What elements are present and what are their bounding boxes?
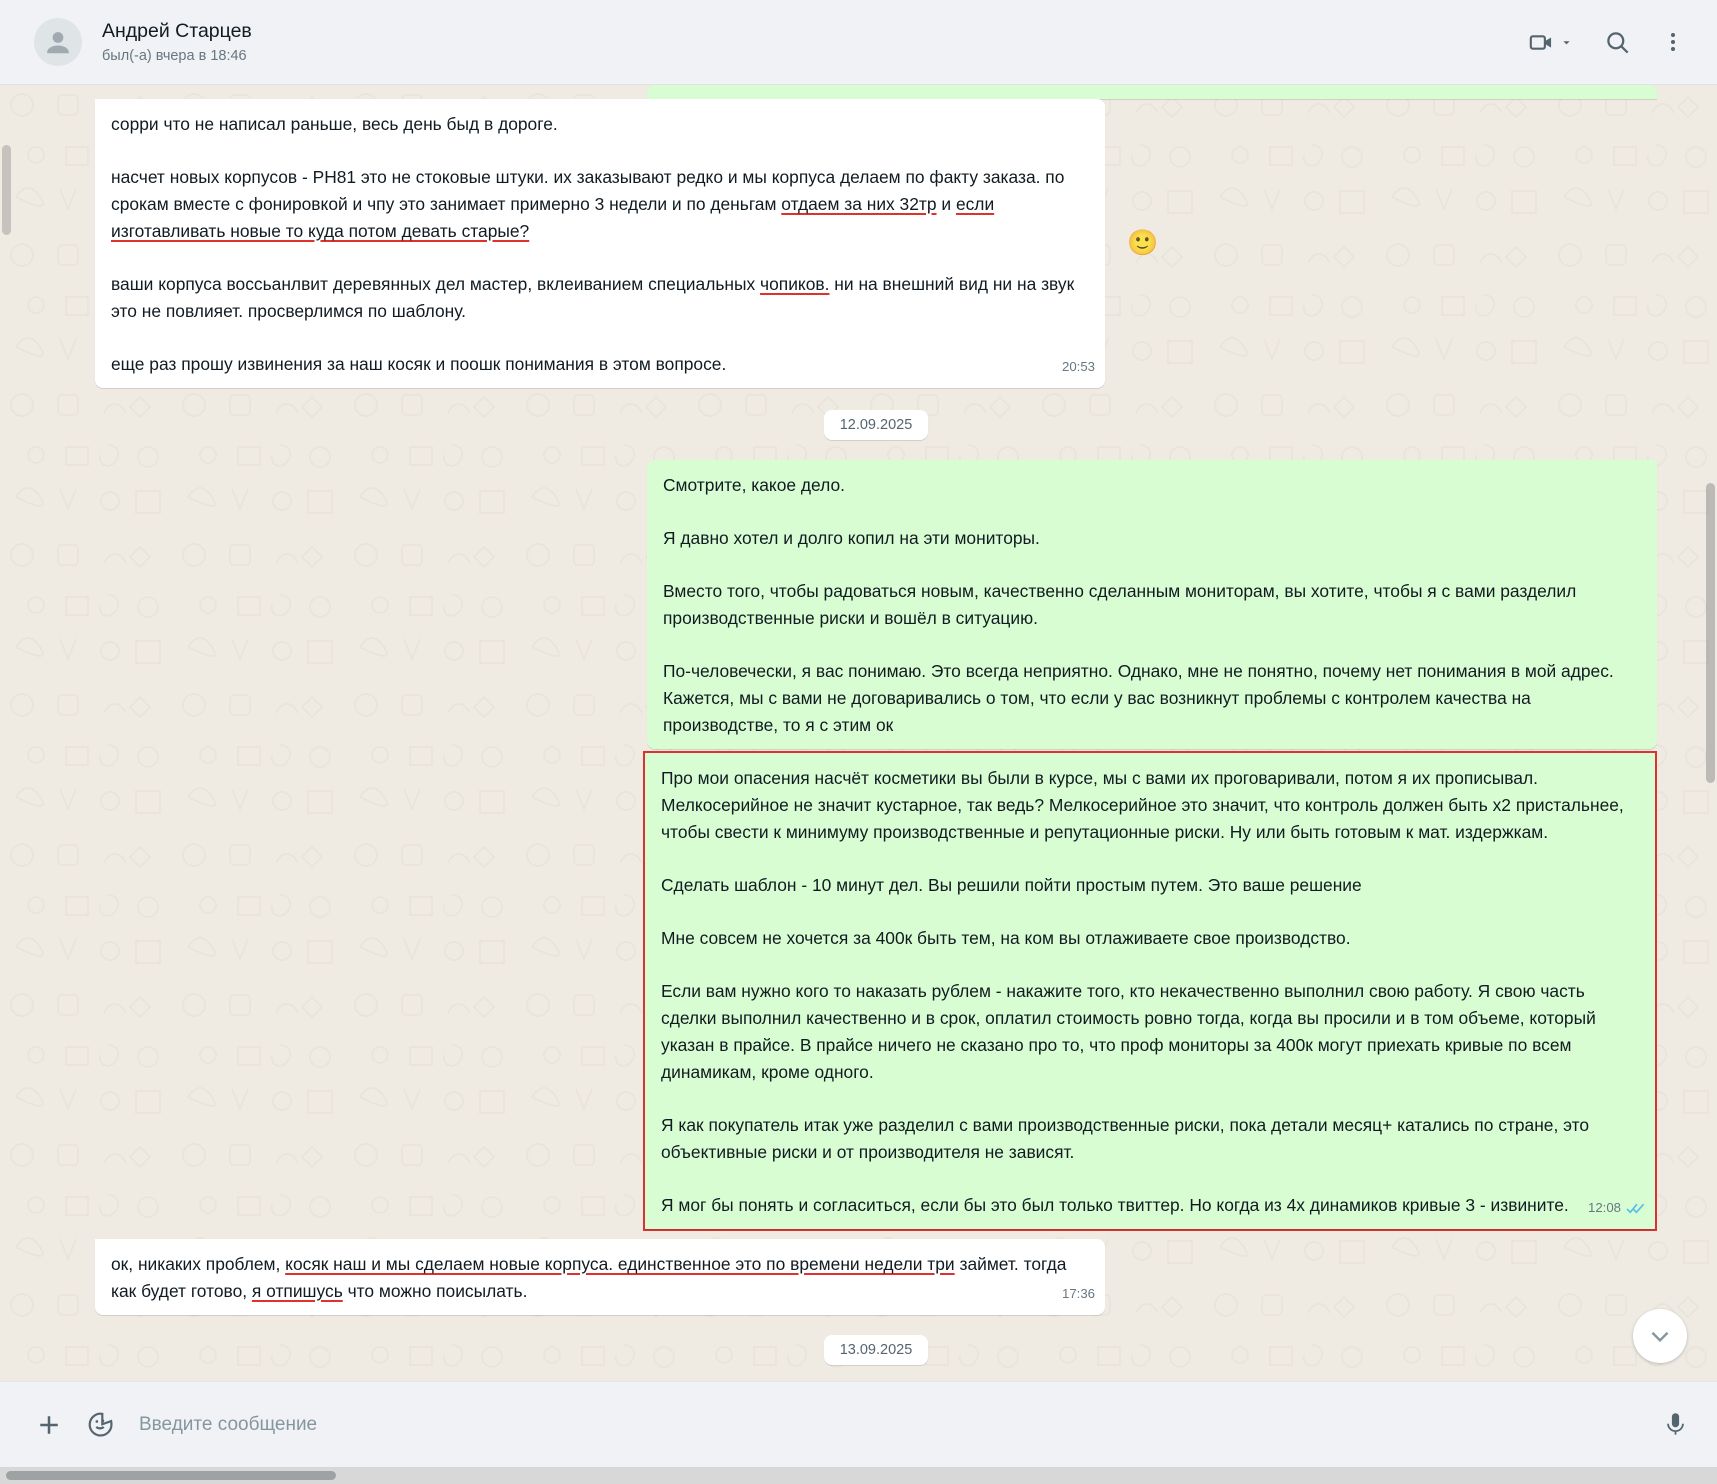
composer-bar <box>0 1381 1717 1467</box>
message-meta <box>1062 359 1095 375</box>
message-list <box>0 85 1717 1381</box>
message-time: 12:08 <box>1587 1200 1621 1215</box>
header-text-block[interactable] <box>102 18 252 66</box>
menu-button[interactable] <box>1661 30 1685 54</box>
message-row <box>95 460 1657 749</box>
message-paragraph: Про мои опасения насчёт косметики вы были в курсе, мы с вами их проговаривали, потом я их прописывал. Мелкосерийное не значит кустарное, так ведь? Мелкосерийное это значит, что контроль должен быть х2 пристальнее, чтобы свести к минимуму производственные и репутационные риски. Ну или быть готовым к мат. издержкам. <box>661 768 1624 842</box>
chat-header <box>0 0 1717 85</box>
chevron-down-icon <box>1647 1323 1673 1349</box>
avatar[interactable] <box>34 18 82 66</box>
plus-icon <box>34 1410 64 1440</box>
date-divider-label: 12.09.2025 <box>824 410 929 440</box>
message-paragraph <box>111 351 1095 378</box>
header-actions <box>1528 29 1691 56</box>
chevron-down-icon <box>1559 35 1574 50</box>
annotation-underline: чопиков. <box>760 274 830 294</box>
message-time: 20:53 <box>1061 359 1095 374</box>
window-scrollbar-thumb[interactable] <box>2 145 11 235</box>
message-paragraph <box>111 271 1091 325</box>
search-icon <box>1604 29 1631 56</box>
message-paragraph <box>111 1251 1095 1305</box>
more-vertical-icon <box>1661 30 1685 54</box>
scroll-to-bottom-button[interactable] <box>1633 1309 1687 1363</box>
sticker-button[interactable] <box>86 1410 115 1439</box>
sticker-smiley-icon <box>86 1410 115 1439</box>
voice-record-button[interactable] <box>1662 1411 1689 1438</box>
annotation-underline: косяк наш и мы сделаем новые корпуса. единственное это по времени недели три <box>285 1254 955 1274</box>
date-divider <box>95 1335 1657 1365</box>
message-row <box>95 99 1657 388</box>
message-paragraph: Мне совсем не хочется за 400к быть тем, на ком вы отлаживаете свое производство. <box>661 928 1351 948</box>
video-call-button[interactable] <box>1528 29 1574 56</box>
text-run: насчет новых корпусов - PH81 это не стоковые штуки. их заказывают редко и мы корпуса делаем по факту заказа. по срокам вместе с фонировкой и чпу это занимает примерно 3 недели и по деньгам <box>111 167 1065 214</box>
message-paragraph <box>111 164 1091 245</box>
annotation-underline: отдаем за них 32тр <box>781 194 937 214</box>
text-run: ни на внешний вид ни на звук это не повлияет. просверлимся по шаблону. <box>111 274 1075 321</box>
add-reaction-icon[interactable]: 🙂 <box>1127 229 1159 257</box>
text-run: Я мог бы понять и согласиться, если бы это был только твиттер. Но когда из 4х динамиков кривые 3 - извините. <box>661 1195 1569 1215</box>
message-row <box>95 1239 1657 1315</box>
text-run: что можно поисылать. <box>342 1281 528 1301</box>
message-bubble-incoming[interactable] <box>95 99 1105 388</box>
annotation-underline: я отпишусь <box>251 1281 343 1301</box>
annotation-rectangle <box>643 751 1657 1231</box>
text-run: и <box>936 194 956 214</box>
message-paragraph: Сделать шаблон - 10 минут дел. Вы решили пойти простым путем. Это ваше решение <box>661 875 1362 895</box>
message-bubble-incoming[interactable] <box>95 1239 1105 1315</box>
chat-scrollbar-thumb[interactable] <box>1706 483 1715 783</box>
text-run: займет. тогда как будет готово, <box>111 1254 1067 1301</box>
message-row <box>95 751 1657 1231</box>
message-paragraph: Вместо того, чтобы радоваться новым, качественно сделанным мониторам, вы хотите, чтобы я с вами разделил производственные риски и вошёл в ситуацию. <box>663 581 1577 628</box>
message-paragraph: Я как покупатель итак уже разделил с вами производственные риски, пока детали месяц+ катались по стране, это объективные риски и от производителя не зависят. <box>661 1115 1590 1162</box>
microphone-icon <box>1662 1411 1689 1438</box>
message-paragraph: Смотрите, какое дело. <box>663 475 845 495</box>
message-time: 17:36 <box>1061 1286 1095 1301</box>
double-check-icon <box>1626 1201 1645 1215</box>
message-paragraph: Если вам нужно кого то наказать рублем - накажите того, кто некачественно выполнил свою работу. Я свою часть сделки выполнил качественно и в срок, оплатил стоимость ровно тогда, когда вы просили и в том объеме, который указан в прайсе. В прайсе ничего не сказано про то, что проф мониторы за 400к могут приехать кривые по всем динамикам, кроме одного. <box>661 981 1596 1082</box>
contact-status: был(-а) вчера в 18:46 <box>102 48 247 64</box>
date-divider-label: 13.09.2025 <box>824 1335 929 1365</box>
message-meta <box>1588 1200 1645 1216</box>
message-paragraph: Я давно хотел и долго копил на эти мониторы. <box>663 528 1040 548</box>
window-horizontal-scrollbar[interactable] <box>0 1467 1717 1484</box>
message-paragraph: сорри что не написал раньше, весь день быд в дороге. <box>111 114 558 134</box>
chat-area <box>0 85 1717 1381</box>
text-run: еще раз прошу извинения за наш косяк и поошк понимания в этом вопросе. <box>111 354 727 374</box>
person-avatar-icon <box>43 27 73 57</box>
text-run: ваши корпуса воссьанлвит деревянных дел мастер, вклеиванием специальных <box>111 274 761 294</box>
message-bubble-outgoing[interactable] <box>647 460 1657 749</box>
message-paragraph <box>661 1192 1641 1219</box>
contact-name: Андрей Старцев <box>102 20 252 42</box>
message-input[interactable] <box>137 1413 1640 1437</box>
attach-plus-button[interactable] <box>34 1410 64 1440</box>
chat-scrollbar[interactable] <box>1703 85 1717 1381</box>
text-run: ок, никаких проблем, <box>111 1254 286 1274</box>
message-meta <box>1062 1286 1095 1302</box>
video-camera-icon <box>1528 29 1555 56</box>
message-paragraph: По-человечески, я вас понимаю. Это всегда неприятно. Однако, мне не понятно, почему нет понимания в мой адрес. Кажется, мы с вами не договаривались о том, что если у вас возникнут проблемы с контролем качества на производстве, то я с этим ок <box>663 661 1614 735</box>
date-divider <box>95 410 1657 440</box>
annotation-underline: если изготавливать новые то куда потом девать старые? <box>111 194 995 241</box>
message-bubble-outgoing[interactable] <box>645 753 1655 1229</box>
window-horizontal-scrollbar-thumb[interactable] <box>6 1471 336 1480</box>
search-button[interactable] <box>1604 29 1631 56</box>
message-input-wrapper[interactable] <box>137 1382 1640 1467</box>
message-bubble-partial <box>647 85 1657 99</box>
